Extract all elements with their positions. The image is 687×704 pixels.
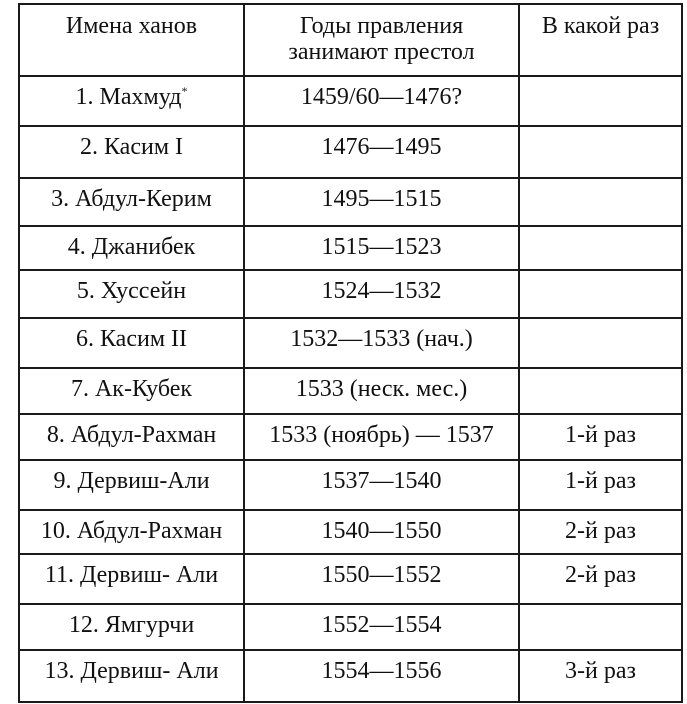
header-reign-years-line1: Годы правления	[299, 13, 464, 39]
reign-years-cell: 1459/60—1476?	[244, 76, 519, 126]
header-which-time: В какой раз	[519, 4, 682, 76]
table-row	[19, 318, 682, 368]
which-time-cell: 1-й раз	[519, 460, 682, 510]
khan-name-cell: 4. Джанибек	[19, 226, 244, 270]
table-row	[19, 510, 682, 554]
reign-years-cell: 1533 (неск. мес.)	[244, 368, 519, 414]
reign-years-cell: 1537—1540	[244, 460, 519, 510]
reign-years-cell: 1533 (ноябрь) — 1537	[244, 414, 519, 460]
reign-years-cell: 1495—1515	[244, 178, 519, 226]
table-row	[19, 604, 682, 650]
khan-name-cell: 8. Абдул-Рахман	[19, 414, 244, 460]
header-row	[19, 4, 682, 76]
header-reign-years	[244, 4, 519, 76]
table-row	[19, 126, 682, 178]
khan-name-cell: 5. Хуссейн	[19, 270, 244, 318]
reign-years-cell: 1476—1495	[244, 126, 519, 178]
which-time-cell	[519, 270, 682, 318]
reign-years-cell: 1540—1550	[244, 510, 519, 554]
header-reign-years-line2: занимают престол	[288, 39, 475, 66]
khans-table	[18, 3, 683, 703]
khan-name-cell: 2. Касим I	[19, 126, 244, 178]
khan-name-cell: 3. Абдул-Керим	[19, 178, 244, 226]
khan-name-cell: 6. Касим II	[19, 318, 244, 368]
reign-years-cell: 1552—1554	[244, 604, 519, 650]
reign-years-cell: 1554—1556	[244, 650, 519, 702]
table-row	[19, 368, 682, 414]
which-time-cell	[519, 368, 682, 414]
khan-name-cell: 11. Дервиш- Али	[19, 554, 244, 604]
reign-years-cell: 1515—1523	[244, 226, 519, 270]
header-khan-names: Имена ханов	[19, 4, 244, 76]
khan-name-cell: 13. Дервиш- Али	[19, 650, 244, 702]
reign-years-cell: 1524—1532	[244, 270, 519, 318]
table-row	[19, 226, 682, 270]
which-time-cell	[519, 178, 682, 226]
which-time-cell	[519, 226, 682, 270]
khan-name-cell	[19, 76, 244, 126]
which-time-cell: 1-й раз	[519, 414, 682, 460]
reign-years-cell: 1550—1552	[244, 554, 519, 604]
table-row	[19, 554, 682, 604]
reign-years-cell: 1532—1533 (нач.)	[244, 318, 519, 368]
khan-name-cell: 12. Ямгурчи	[19, 604, 244, 650]
table-row	[19, 270, 682, 318]
which-time-cell: 3-й раз	[519, 650, 682, 702]
table-row	[19, 178, 682, 226]
which-time-cell: 2-й раз	[519, 554, 682, 604]
footnote-mark: *	[181, 84, 188, 98]
table-row	[19, 76, 682, 126]
which-time-cell: 2-й раз	[519, 510, 682, 554]
which-time-cell	[519, 126, 682, 178]
khan-name-cell: 10. Абдул-Рахман	[19, 510, 244, 554]
which-time-cell	[519, 604, 682, 650]
khan-name: 1. Махмуд	[75, 84, 182, 110]
which-time-cell	[519, 318, 682, 368]
table-row	[19, 460, 682, 510]
table-row	[19, 414, 682, 460]
which-time-cell	[519, 76, 682, 126]
khan-name-cell: 9. Дервиш-Али	[19, 460, 244, 510]
khan-name-cell: 7. Ак-Кубек	[19, 368, 244, 414]
table-row	[19, 650, 682, 702]
